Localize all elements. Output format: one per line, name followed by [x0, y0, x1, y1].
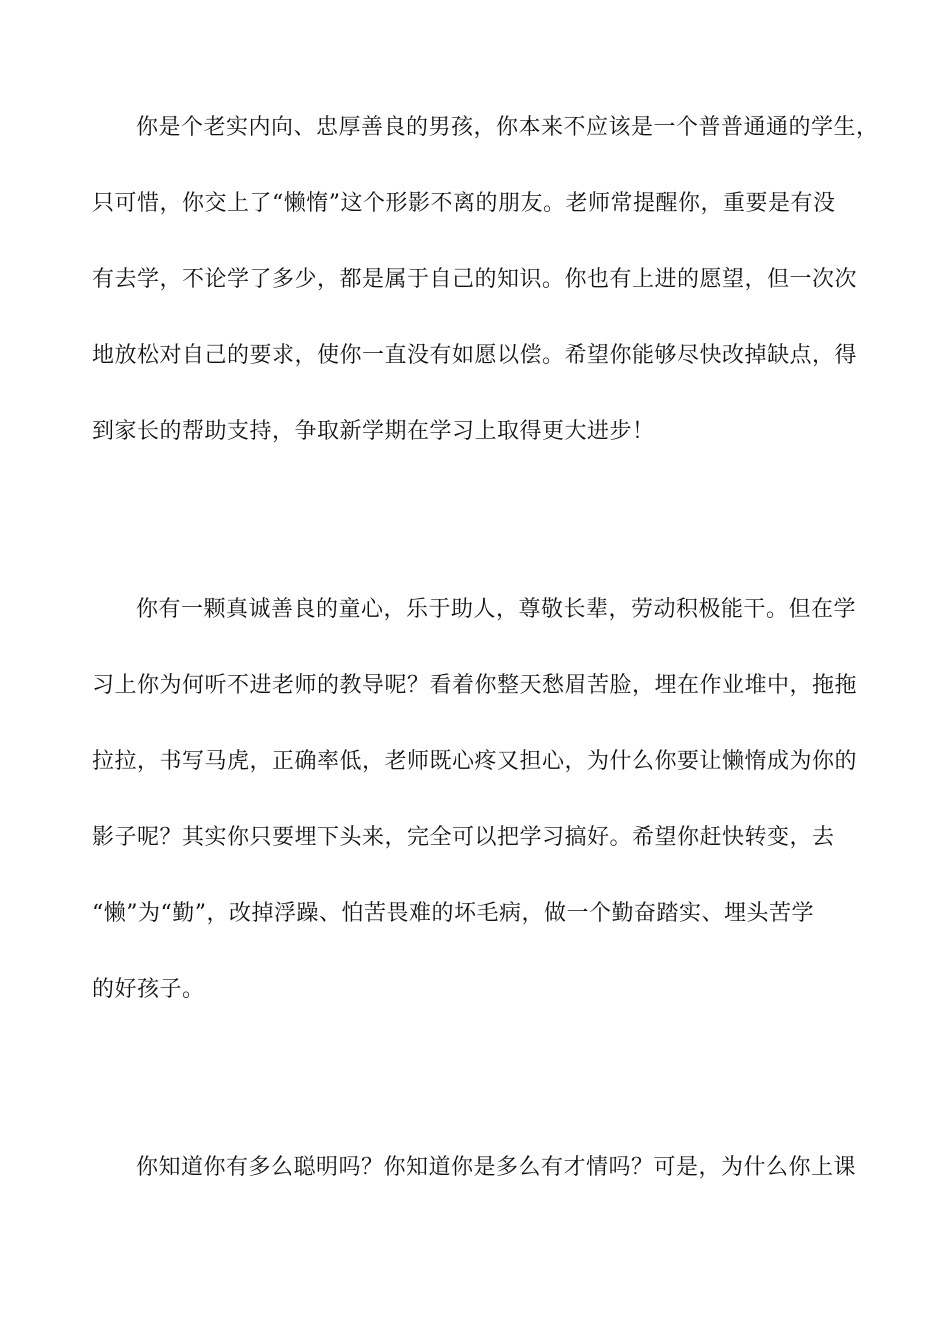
paragraph-line: 拉拉，书写马虎，正确率低，老师既心疼又担心，为什么你要让懒惰成为你的 — [92, 749, 858, 774]
paragraph-line: 习上你为何听不进老师的教导呢？看着你整天愁眉苦脸，埋在作业堆中，拖拖 — [92, 673, 858, 698]
paragraph-line: 的好孩子。 — [92, 977, 205, 1002]
comment-paragraph-1 — [92, 90, 879, 470]
paragraph-line: 影子呢？其实你只要埋下头来，完全可以把学习搞好。希望你赶快转变，去 — [92, 825, 835, 850]
paragraph-line: 只可惜，你交上了“懒惰”这个形影不离的朋友。老师常提醒你，重要是有没 — [92, 191, 836, 216]
comment-paragraph-2 — [92, 572, 862, 1028]
paragraph-line: “懒”为“勤”，改掉浮躁、怕苦畏难的坏毛病，做一个勤奋踏实、埋头苦学 — [92, 901, 814, 926]
paragraph-line: 有去学，不论学了多少，都是属于自己的知识。你也有上进的愿望，但一次次 — [92, 267, 858, 292]
paragraph-line: 地放松对自己的要求，使你一直没有如愿以偿。希望你能够尽快改掉缺点，得 — [92, 343, 858, 368]
paragraph-line: 你知道你有多么聪明吗？你知道你是多么有才情吗？可是，为什么你上课 — [136, 1155, 857, 1180]
paragraph-line: 你是个老实内向、忠厚善良的男孩，你本来不应该是一个普普通通的学生， — [136, 115, 879, 140]
comment-paragraph-3 — [92, 1130, 862, 1206]
paragraph-line: 你有一颗真诚善良的童心，乐于助人，尊敬长辈，劳动积极能干。但在学 — [136, 597, 857, 622]
paragraph-line: 到家长的帮助支持，争取新学期在学习上取得更大进步！ — [92, 419, 655, 444]
